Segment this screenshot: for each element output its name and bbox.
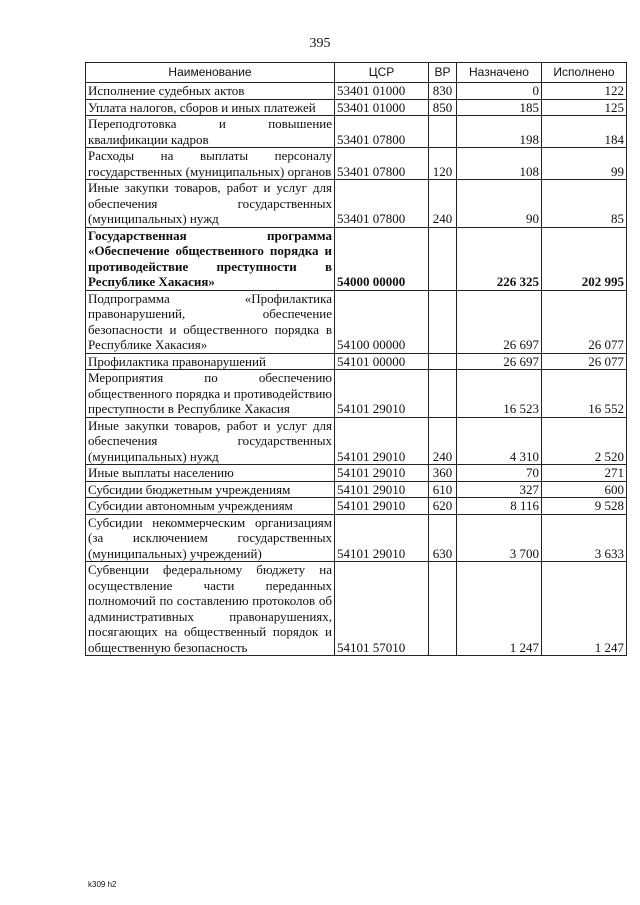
row-assigned-cell: 90 <box>457 180 542 228</box>
row-executed-cell: 202 995 <box>542 227 627 290</box>
row-name-cell: Уплата налогов, сборов и иных платежей <box>86 99 335 116</box>
row-assigned-cell: 185 <box>457 99 542 116</box>
table-header-row <box>86 63 627 83</box>
row-vr-cell <box>429 562 457 656</box>
row-executed-cell: 271 <box>542 465 627 482</box>
row-executed-cell: 1 247 <box>542 562 627 656</box>
header-csr: ЦСР <box>335 63 429 83</box>
row-vr-cell: 830 <box>429 83 457 100</box>
table-row <box>86 148 627 180</box>
row-name-cell: Подпрограмма «Профилактика правонарушений, обеспечение безопасности и общественного порядка в Республике Хакасия» <box>86 290 335 353</box>
row-csr-cell: 54100 00000 <box>335 290 429 353</box>
row-vr-cell: 630 <box>429 514 457 562</box>
header-executed: Исполнено <box>542 63 627 83</box>
table-row <box>86 481 627 498</box>
row-executed-cell: 26 077 <box>542 290 627 353</box>
row-name-cell: Исполнение судебных актов <box>86 83 335 100</box>
row-executed-cell: 2 520 <box>542 417 627 465</box>
table-row <box>86 498 627 515</box>
row-assigned-cell: 226 325 <box>457 227 542 290</box>
row-name-cell: Иные выплаты населению <box>86 465 335 482</box>
table-row <box>86 514 627 562</box>
table-row <box>86 353 627 370</box>
row-csr-cell: 54000 00000 <box>335 227 429 290</box>
row-csr-cell: 53401 07800 <box>335 180 429 228</box>
row-assigned-cell: 198 <box>457 116 542 148</box>
row-vr-cell: 240 <box>429 417 457 465</box>
row-executed-cell: 600 <box>542 481 627 498</box>
row-csr-cell: 53401 01000 <box>335 99 429 116</box>
row-name-cell: Субсидии некоммерческим организациям (за исключением государственных (муниципальных) учреждений) <box>86 514 335 562</box>
row-assigned-cell: 1 247 <box>457 562 542 656</box>
table-row <box>86 290 627 353</box>
row-executed-cell: 9 528 <box>542 498 627 515</box>
row-name-cell: Иные закупки товаров, работ и услуг для обеспечения государственных (муниципальных) нужд <box>86 180 335 228</box>
table-row <box>86 370 627 418</box>
row-assigned-cell: 8 116 <box>457 498 542 515</box>
row-name-cell: Иные закупки товаров, работ и услуг для обеспечения государственных (муниципальных) нужд <box>86 417 335 465</box>
row-name-cell: Расходы на выплаты персоналу государственных (муниципальных) органов <box>86 148 335 180</box>
row-assigned-cell: 4 310 <box>457 417 542 465</box>
row-csr-cell: 54101 57010 <box>335 562 429 656</box>
row-name-cell: Субсидии автономным учреждениям <box>86 498 335 515</box>
row-vr-cell <box>429 290 457 353</box>
row-vr-cell: 240 <box>429 180 457 228</box>
row-name-cell: Государственная программа «Обеспечение общественного порядка и противодействие преступности в Республике Хакасия» <box>86 227 335 290</box>
row-vr-cell: 610 <box>429 481 457 498</box>
row-csr-cell: 54101 29010 <box>335 514 429 562</box>
row-vr-cell: 360 <box>429 465 457 482</box>
row-executed-cell: 122 <box>542 83 627 100</box>
row-assigned-cell: 327 <box>457 481 542 498</box>
row-name-cell: Переподготовка и повышение квалификации кадров <box>86 116 335 148</box>
table-row <box>86 227 627 290</box>
row-csr-cell: 54101 29010 <box>335 417 429 465</box>
row-executed-cell: 26 077 <box>542 353 627 370</box>
row-vr-cell <box>429 227 457 290</box>
row-csr-cell: 54101 00000 <box>335 353 429 370</box>
table-row <box>86 83 627 100</box>
header-name: Наименование <box>86 63 335 83</box>
row-name-cell: Профилактика правонарушений <box>86 353 335 370</box>
table-row <box>86 417 627 465</box>
row-assigned-cell: 26 697 <box>457 353 542 370</box>
row-assigned-cell: 70 <box>457 465 542 482</box>
row-assigned-cell: 0 <box>457 83 542 100</box>
row-vr-cell <box>429 370 457 418</box>
row-executed-cell: 85 <box>542 180 627 228</box>
table-row <box>86 116 627 148</box>
row-vr-cell <box>429 353 457 370</box>
table-row <box>86 180 627 228</box>
budget-table <box>85 62 627 656</box>
row-assigned-cell: 3 700 <box>457 514 542 562</box>
row-vr-cell <box>429 116 457 148</box>
row-executed-cell: 184 <box>542 116 627 148</box>
header-vr: ВР <box>429 63 457 83</box>
page-number: 395 <box>309 36 331 51</box>
footer-mark: k309 h2 <box>88 880 117 889</box>
row-assigned-cell: 16 523 <box>457 370 542 418</box>
row-executed-cell: 16 552 <box>542 370 627 418</box>
row-vr-cell: 120 <box>429 148 457 180</box>
row-name-cell: Субвенции федеральному бюджету на осуществление части переданных полномочий по составлению протоколов об административных правонарушениях, посягающих на общественный порядок и общественную безопасность <box>86 562 335 656</box>
row-executed-cell: 99 <box>542 148 627 180</box>
table-body <box>86 83 627 656</box>
row-executed-cell: 3 633 <box>542 514 627 562</box>
table-row <box>86 562 627 656</box>
row-vr-cell: 850 <box>429 99 457 116</box>
row-csr-cell: 54101 29010 <box>335 465 429 482</box>
row-executed-cell: 125 <box>542 99 627 116</box>
row-csr-cell: 54101 29010 <box>335 498 429 515</box>
row-csr-cell: 53401 01000 <box>335 83 429 100</box>
row-name-cell: Субсидии бюджетным учреждениям <box>86 481 335 498</box>
row-csr-cell: 54101 29010 <box>335 481 429 498</box>
row-vr-cell: 620 <box>429 498 457 515</box>
header-assigned: Назначено <box>457 63 542 83</box>
table-row <box>86 465 627 482</box>
row-assigned-cell: 108 <box>457 148 542 180</box>
row-assigned-cell: 26 697 <box>457 290 542 353</box>
row-name-cell: Мероприятия по обеспечению общественного порядка и противодействию преступности в Республике Хакасия <box>86 370 335 418</box>
row-csr-cell: 53401 07800 <box>335 116 429 148</box>
row-csr-cell: 53401 07800 <box>335 148 429 180</box>
table-row <box>86 99 627 116</box>
row-csr-cell: 54101 29010 <box>335 370 429 418</box>
